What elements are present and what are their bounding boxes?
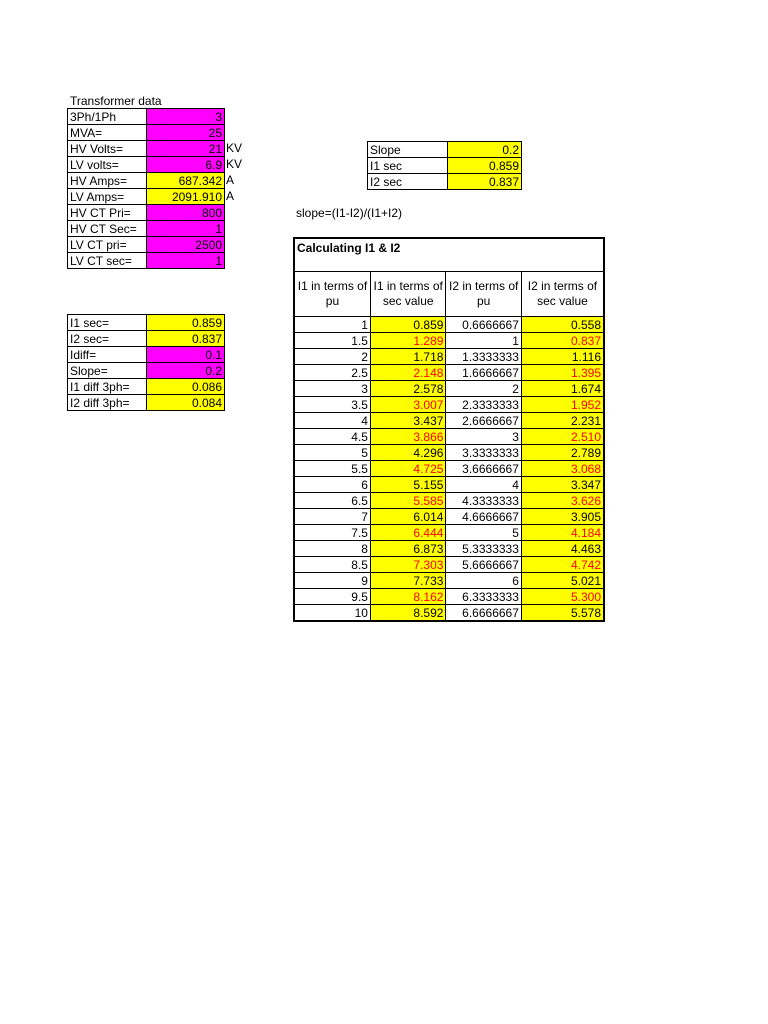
i1-sec-cell: 5.155 [370, 477, 445, 493]
transformer-value: 21 [147, 141, 225, 157]
transformer-data-table [67, 108, 225, 269]
current-label: Slope= [68, 363, 147, 379]
current-value: 0.084 [147, 395, 225, 411]
i1-pu-cell: 8 [294, 541, 370, 557]
i1-sec-cell: 4.296 [370, 445, 445, 461]
i2-pu-cell: 2.3333333 [446, 397, 521, 413]
i1-sec-cell: 4.725 [370, 461, 445, 477]
transformer-label: HV Volts= [68, 141, 147, 157]
transformer-unit [226, 220, 256, 236]
i2-sec-cell: 2.510 [521, 429, 604, 445]
i2-pu-cell: 3.3333333 [446, 445, 521, 461]
i1-pu-cell: 3.5 [294, 397, 370, 413]
i1-sec-cell: 0.859 [370, 317, 445, 333]
calc-row [294, 557, 604, 573]
slope-label: Slope [368, 142, 448, 158]
transformer-label: 3Ph/1Ph [68, 109, 147, 125]
i2-pu-cell: 6.6666667 [446, 605, 521, 622]
transformer-label: HV Amps= [68, 173, 147, 189]
i1-pu-cell: 5.5 [294, 461, 370, 477]
current-value: 0.1 [147, 347, 225, 363]
i1-sec-cell: 3.437 [370, 413, 445, 429]
slope-label: I2 sec [368, 174, 448, 190]
i1-sec-cell: 2.578 [370, 381, 445, 397]
calc-title-row [294, 238, 604, 272]
transformer-label: LV CT sec= [68, 253, 147, 269]
i2-sec-cell: 1.116 [521, 349, 604, 365]
transformer-value: 1 [147, 221, 225, 237]
i2-pu-cell: 5 [446, 525, 521, 541]
transformer-unit [226, 252, 256, 268]
transformer-unit: KV [226, 141, 243, 155]
i2-pu-cell: 3.6666667 [446, 461, 521, 477]
transformer-row [68, 189, 225, 205]
i1-sec-cell: 8.592 [370, 605, 445, 622]
i1-pu-cell: 7.5 [294, 525, 370, 541]
transformer-units [226, 108, 256, 268]
calc-row [294, 477, 604, 493]
i1-pu-cell: 2.5 [294, 365, 370, 381]
i2-sec-cell: 5.578 [521, 605, 604, 622]
i1-pu-cell: 3 [294, 381, 370, 397]
i1-pu-cell: 6 [294, 477, 370, 493]
calc-row [294, 333, 604, 349]
transformer-label: LV volts= [68, 157, 147, 173]
i1-sec-cell: 6.014 [370, 509, 445, 525]
i1-sec-cell: 7.733 [370, 573, 445, 589]
transformer-label: HV CT Pri= [68, 205, 147, 221]
transformer-value: 25 [147, 125, 225, 141]
i2-pu-cell: 6 [446, 573, 521, 589]
current-value: 0.837 [147, 331, 225, 347]
transformer-label: LV Amps= [68, 189, 147, 205]
transformer-label: HV CT Sec= [68, 221, 147, 237]
current-label: I1 diff 3ph= [68, 379, 147, 395]
i1-pu-cell: 8.5 [294, 557, 370, 573]
slope-label: I1 sec [368, 158, 448, 174]
transformer-row [68, 205, 225, 221]
i1-pu-cell: 6.5 [294, 493, 370, 509]
i2-pu-cell: 1.3333333 [446, 349, 521, 365]
current-row [68, 315, 225, 331]
transformer-row [68, 253, 225, 269]
current-value: 0.2 [147, 363, 225, 379]
calc-row [294, 429, 604, 445]
calc-row [294, 493, 604, 509]
transformer-value: 3 [147, 109, 225, 125]
current-label: I1 sec= [68, 315, 147, 331]
calc-row [294, 605, 604, 622]
i2-sec-cell: 4.184 [521, 525, 604, 541]
i1-sec-cell: 6.873 [370, 541, 445, 557]
i1-pu-cell: 9.5 [294, 589, 370, 605]
i2-sec-cell: 2.789 [521, 445, 604, 461]
calc-row [294, 381, 604, 397]
header-i1-sec: I1 in terms of sec value [370, 272, 445, 317]
current-row [68, 347, 225, 363]
transformer-label: LV CT pri= [68, 237, 147, 253]
i2-sec-cell: 2.231 [521, 413, 604, 429]
calc-row [294, 445, 604, 461]
i1-sec-cell: 5.585 [370, 493, 445, 509]
i2-sec-cell: 5.300 [521, 589, 604, 605]
i2-pu-cell: 0.6666667 [446, 317, 521, 333]
i1-pu-cell: 7 [294, 509, 370, 525]
i2-pu-cell: 4.6666667 [446, 509, 521, 525]
i2-sec-cell: 1.395 [521, 365, 604, 381]
current-label: I2 diff 3ph= [68, 395, 147, 411]
header-i2-sec: I2 in terms of sec value [521, 272, 604, 317]
i2-sec-cell: 0.558 [521, 317, 604, 333]
i1-pu-cell: 10 [294, 605, 370, 622]
calc-row [294, 541, 604, 557]
i1-pu-cell: 4 [294, 413, 370, 429]
transformer-row [68, 221, 225, 237]
i1-pu-cell: 5 [294, 445, 370, 461]
calc-row [294, 589, 604, 605]
i2-sec-cell: 5.021 [521, 573, 604, 589]
transformer-value: 2091.910 [147, 189, 225, 205]
current-label: I2 sec= [68, 331, 147, 347]
transformer-row [68, 141, 225, 157]
i2-sec-cell: 3.068 [521, 461, 604, 477]
i1-pu-cell: 9 [294, 573, 370, 589]
calc-row [294, 525, 604, 541]
current-row [68, 395, 225, 411]
calc-table [293, 237, 605, 622]
i2-pu-cell: 4 [446, 477, 521, 493]
transformer-value: 800 [147, 205, 225, 221]
transformer-unit [226, 124, 256, 140]
i2-pu-cell: 3 [446, 429, 521, 445]
transformer-value: 687.342 [147, 173, 225, 189]
slope-row [368, 174, 522, 190]
calc-row [294, 317, 604, 333]
i2-pu-cell: 5.3333333 [446, 541, 521, 557]
calc-row [294, 573, 604, 589]
i2-sec-cell: 1.952 [521, 397, 604, 413]
current-value: 0.086 [147, 379, 225, 395]
transformer-row [68, 237, 225, 253]
i2-pu-cell: 6.3333333 [446, 589, 521, 605]
slope-value: 0.837 [448, 174, 522, 190]
i1-sec-cell: 7.303 [370, 557, 445, 573]
i1-sec-cell: 8.162 [370, 589, 445, 605]
current-value: 0.859 [147, 315, 225, 331]
transformer-unit: A [226, 173, 235, 187]
i2-sec-cell: 0.837 [521, 333, 604, 349]
slope-value: 0.2 [448, 142, 522, 158]
i2-sec-cell: 3.347 [521, 477, 604, 493]
i1-pu-cell: 1.5 [294, 333, 370, 349]
transformer-unit: KV [226, 157, 243, 171]
i1-sec-cell: 3.866 [370, 429, 445, 445]
i1-pu-cell: 1 [294, 317, 370, 333]
slope-table [367, 141, 522, 190]
i1-sec-cell: 1.289 [370, 333, 445, 349]
i1-sec-cell: 2.148 [370, 365, 445, 381]
i2-sec-cell: 3.626 [521, 493, 604, 509]
transformer-value: 2500 [147, 237, 225, 253]
calc-title: Calculating I1 & I2 [294, 238, 604, 272]
current-data-table [67, 314, 225, 411]
header-i2-pu: I2 in terms of pu [446, 272, 521, 317]
transformer-unit [226, 204, 256, 220]
i1-pu-cell: 4.5 [294, 429, 370, 445]
slope-value: 0.859 [448, 158, 522, 174]
current-row [68, 379, 225, 395]
slope-formula: slope=(I1-I2)/(I1+I2) [296, 206, 403, 220]
header-i1-pu: I1 in terms of pu [294, 272, 370, 317]
current-row [68, 363, 225, 379]
current-label: Idiff= [68, 347, 147, 363]
i2-pu-cell: 4.3333333 [446, 493, 521, 509]
i1-sec-cell: 1.718 [370, 349, 445, 365]
i2-sec-cell: 1.674 [521, 381, 604, 397]
i2-pu-cell: 2.6666667 [446, 413, 521, 429]
i2-pu-cell: 5.6666667 [446, 557, 521, 573]
calc-row [294, 509, 604, 525]
calc-row [294, 461, 604, 477]
transformer-value: 1 [147, 253, 225, 269]
calc-row [294, 397, 604, 413]
i2-pu-cell: 2 [446, 381, 521, 397]
slope-row [368, 158, 522, 174]
transformer-unit: A [226, 189, 235, 203]
transformer-unit [226, 236, 256, 252]
i1-sec-cell: 3.007 [370, 397, 445, 413]
transformer-value: 6.9 [147, 157, 225, 173]
transformer-row [68, 173, 225, 189]
calc-header-row [294, 272, 604, 317]
i2-pu-cell: 1.6666667 [446, 365, 521, 381]
slope-row [368, 142, 522, 158]
i1-pu-cell: 2 [294, 349, 370, 365]
i2-pu-cell: 1 [446, 333, 521, 349]
i2-sec-cell: 4.742 [521, 557, 604, 573]
current-row [68, 331, 225, 347]
i1-sec-cell: 6.444 [370, 525, 445, 541]
transformer-row [68, 125, 225, 141]
calc-row [294, 365, 604, 381]
transformer-row [68, 157, 225, 173]
i2-sec-cell: 4.463 [521, 541, 604, 557]
transformer-unit [226, 108, 256, 124]
transformer-title: Transformer data [70, 94, 162, 108]
transformer-label: MVA= [68, 125, 147, 141]
i2-sec-cell: 3.905 [521, 509, 604, 525]
calc-row [294, 349, 604, 365]
calc-row [294, 413, 604, 429]
transformer-row [68, 109, 225, 125]
